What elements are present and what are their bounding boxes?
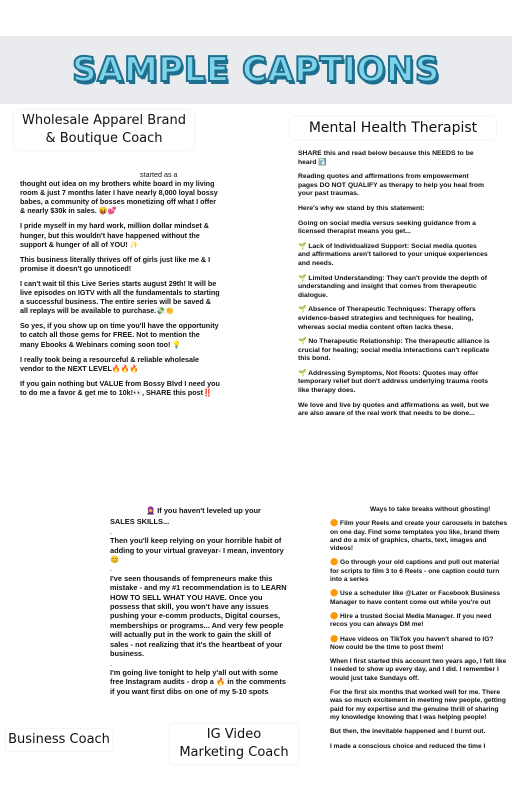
caption-line: 🟠 Use a scheduler like @Later or Facebook Business Manager to have content come out while you're out [330, 590, 501, 606]
caption-line: SALES SKILLS... [110, 517, 170, 527]
mental-health-caption-panel [298, 150, 490, 488]
caption-line: SHARE this and read below because this NEEDS to be heard ⤵️ [298, 150, 474, 166]
caption-line: 🧕 If you haven't leveled up your [146, 506, 261, 515]
caption-line: 🌱 Lack of Individualized Support: Social media quotes and affirmations aren't tailored to your unique experiences and needs. [298, 242, 488, 267]
wholesale-caption-panel [20, 170, 220, 488]
caption-line: . [110, 564, 113, 574]
business-coach-label [6, 729, 112, 751]
ig-caption-panel [330, 506, 508, 800]
caption-line: 🟠 Hire a trusted Social Media Manager. If you need recos you can always DM me! [330, 612, 492, 629]
caption-line: Here's why we stand by this statement: [298, 204, 425, 212]
title-banner [0, 36, 512, 104]
caption-line: This business literally thrives off of girls just like me & I promise it doesn't go unnoticed! [20, 254, 211, 273]
caption-line: 🌱 No Therapeutic Relationship: The therapeutic alliance is crucial for healing; social media interactions can't replicate this bond. [298, 338, 490, 363]
mental-health-label [290, 117, 496, 139]
caption-line: When I first started this account two years ago, I felt like I needed to show up every day, and I did. I remember I would just take Sundays off. [330, 658, 507, 682]
caption-line: If you gain nothing but VALUE from Bossy Blvd I need you to do me a favor & get me to 10k!👀, SHARE this post‼️ [20, 378, 220, 397]
caption-line: Ways to take breaks without ghosting! [370, 506, 491, 513]
label-line: IG Video [206, 727, 262, 742]
caption-line: 🌱 Limited Understanding: They can't provide the depth of understanding and insight that comes from therapeutic dialogue. [298, 274, 488, 299]
caption-line: I made a conscious choice and reduced the time I [330, 742, 486, 750]
caption-line: 🟠 Film your Reels and create your carousels in batches on one day. Find some templates you like, brand them and do a mix of graphics, charts, text, images and videos! [330, 520, 508, 553]
caption-line: Reading quotes and affirmations from empowerment pages DO NOT QUALIFY as therapy to help you heal from your past traumas. [298, 173, 485, 198]
caption-line: But then, the inevitable happened and I burnt out. [330, 728, 486, 736]
caption-line: I pride myself in my hard work, million dollar mindset & hunger, but this wouldn't have happened without the support & hunger of all of YOU! ✨ [20, 221, 209, 249]
caption-line: I'm going live tonight to help y'all out with some free Instagram audits - drop a 🔥 in the comments if you want first dibs on one of my 5-10 spots [110, 667, 286, 696]
caption-line: started as a [140, 170, 178, 179]
ig-video-coach-label [170, 724, 298, 764]
page-title: SAMPLE CAPTIONS [72, 50, 440, 90]
caption-line: 🌱 Absence of Therapeutic Techniques: Therapy offers evidence-based strategies and techniques for healing, whereas social media content often lacks these. [298, 306, 476, 331]
label-line: Wholesale Apparel Brand [21, 113, 187, 128]
caption-line: We love and live by quotes and affirmations as well, but we are also aware of the real work that needs to be done... [298, 401, 489, 418]
wholesale-coach-label [14, 110, 194, 150]
label-line: & Boutique Coach [45, 131, 163, 146]
label-line: Business Coach [8, 732, 110, 747]
caption-line: 🟠 Have videos on TikTok you haven't shared to IG? Now could be the time to post them! [330, 635, 494, 651]
caption-line: . [110, 658, 113, 668]
label-line: Marketing Coach [179, 745, 289, 760]
label-line: Mental Health Therapist [308, 120, 478, 136]
caption-line: 🟠 Go through your old captions and pull out material for scripts to film 3 to 6 Reels - one caption could turn into a series [330, 559, 500, 584]
caption-line: Going on social media versus seeking guidance from a licensed therapist means you get... [298, 219, 476, 236]
caption-line: I've seen thousands of fempreneurs make this mistake - and my #1 recommendation is to LEARN HOW TO SELL WHAT YOU HAVE. Once you possess that skill, you won't have any issues pushing your e-comm products, Digital courses, memberships or programs... And very few people will actually put in the work to gain the skill of sales - not realizing that it's the heartbeat of your business. [110, 573, 287, 659]
caption-line: So yes, if you show up on time you'll have the opportunity to catch all those gems for FREE. Not to mention the many Ebooks & Webinars coming soon too! 💡 [20, 321, 219, 349]
business-caption-panel [110, 506, 290, 720]
caption-line: For the first six months that worked well for me. There was so much excitement in meeting new people, getting paid for my expertise and the genuine thrill of sharing my knowledge knowing that I was helping people! [330, 689, 506, 721]
caption-line: thought out idea on my brothers white board in my living room & just 7 months later I have nearly 8,000 loyal bossy babes, a community of bosses monetizing off what I offer & nearly $30k in sales. 😝💕 [20, 179, 218, 216]
caption-line: . [110, 526, 113, 536]
caption-line: Then you'll keep relying on your horrible habit of adding to your virtual graveyar- I mean, inventory 😊 [110, 536, 284, 565]
caption-line: I can't wait til this Live Series starts august 29th! It will be live episodes on IGTV with all the fundamentals to starting a successful business. The entire series will be saved & all replays will be available to purchase.💸👏 [20, 278, 220, 316]
caption-line: I really took being a resourceful & reliable wholesale vendor to the NEXT LEVEL🔥🔥🔥 [20, 354, 199, 373]
caption-line: 🌱 Addressing Symptoms, Not Roots: Quotes may offer temporary relief but don't address underlying trauma roots like therapy does. [298, 369, 489, 395]
